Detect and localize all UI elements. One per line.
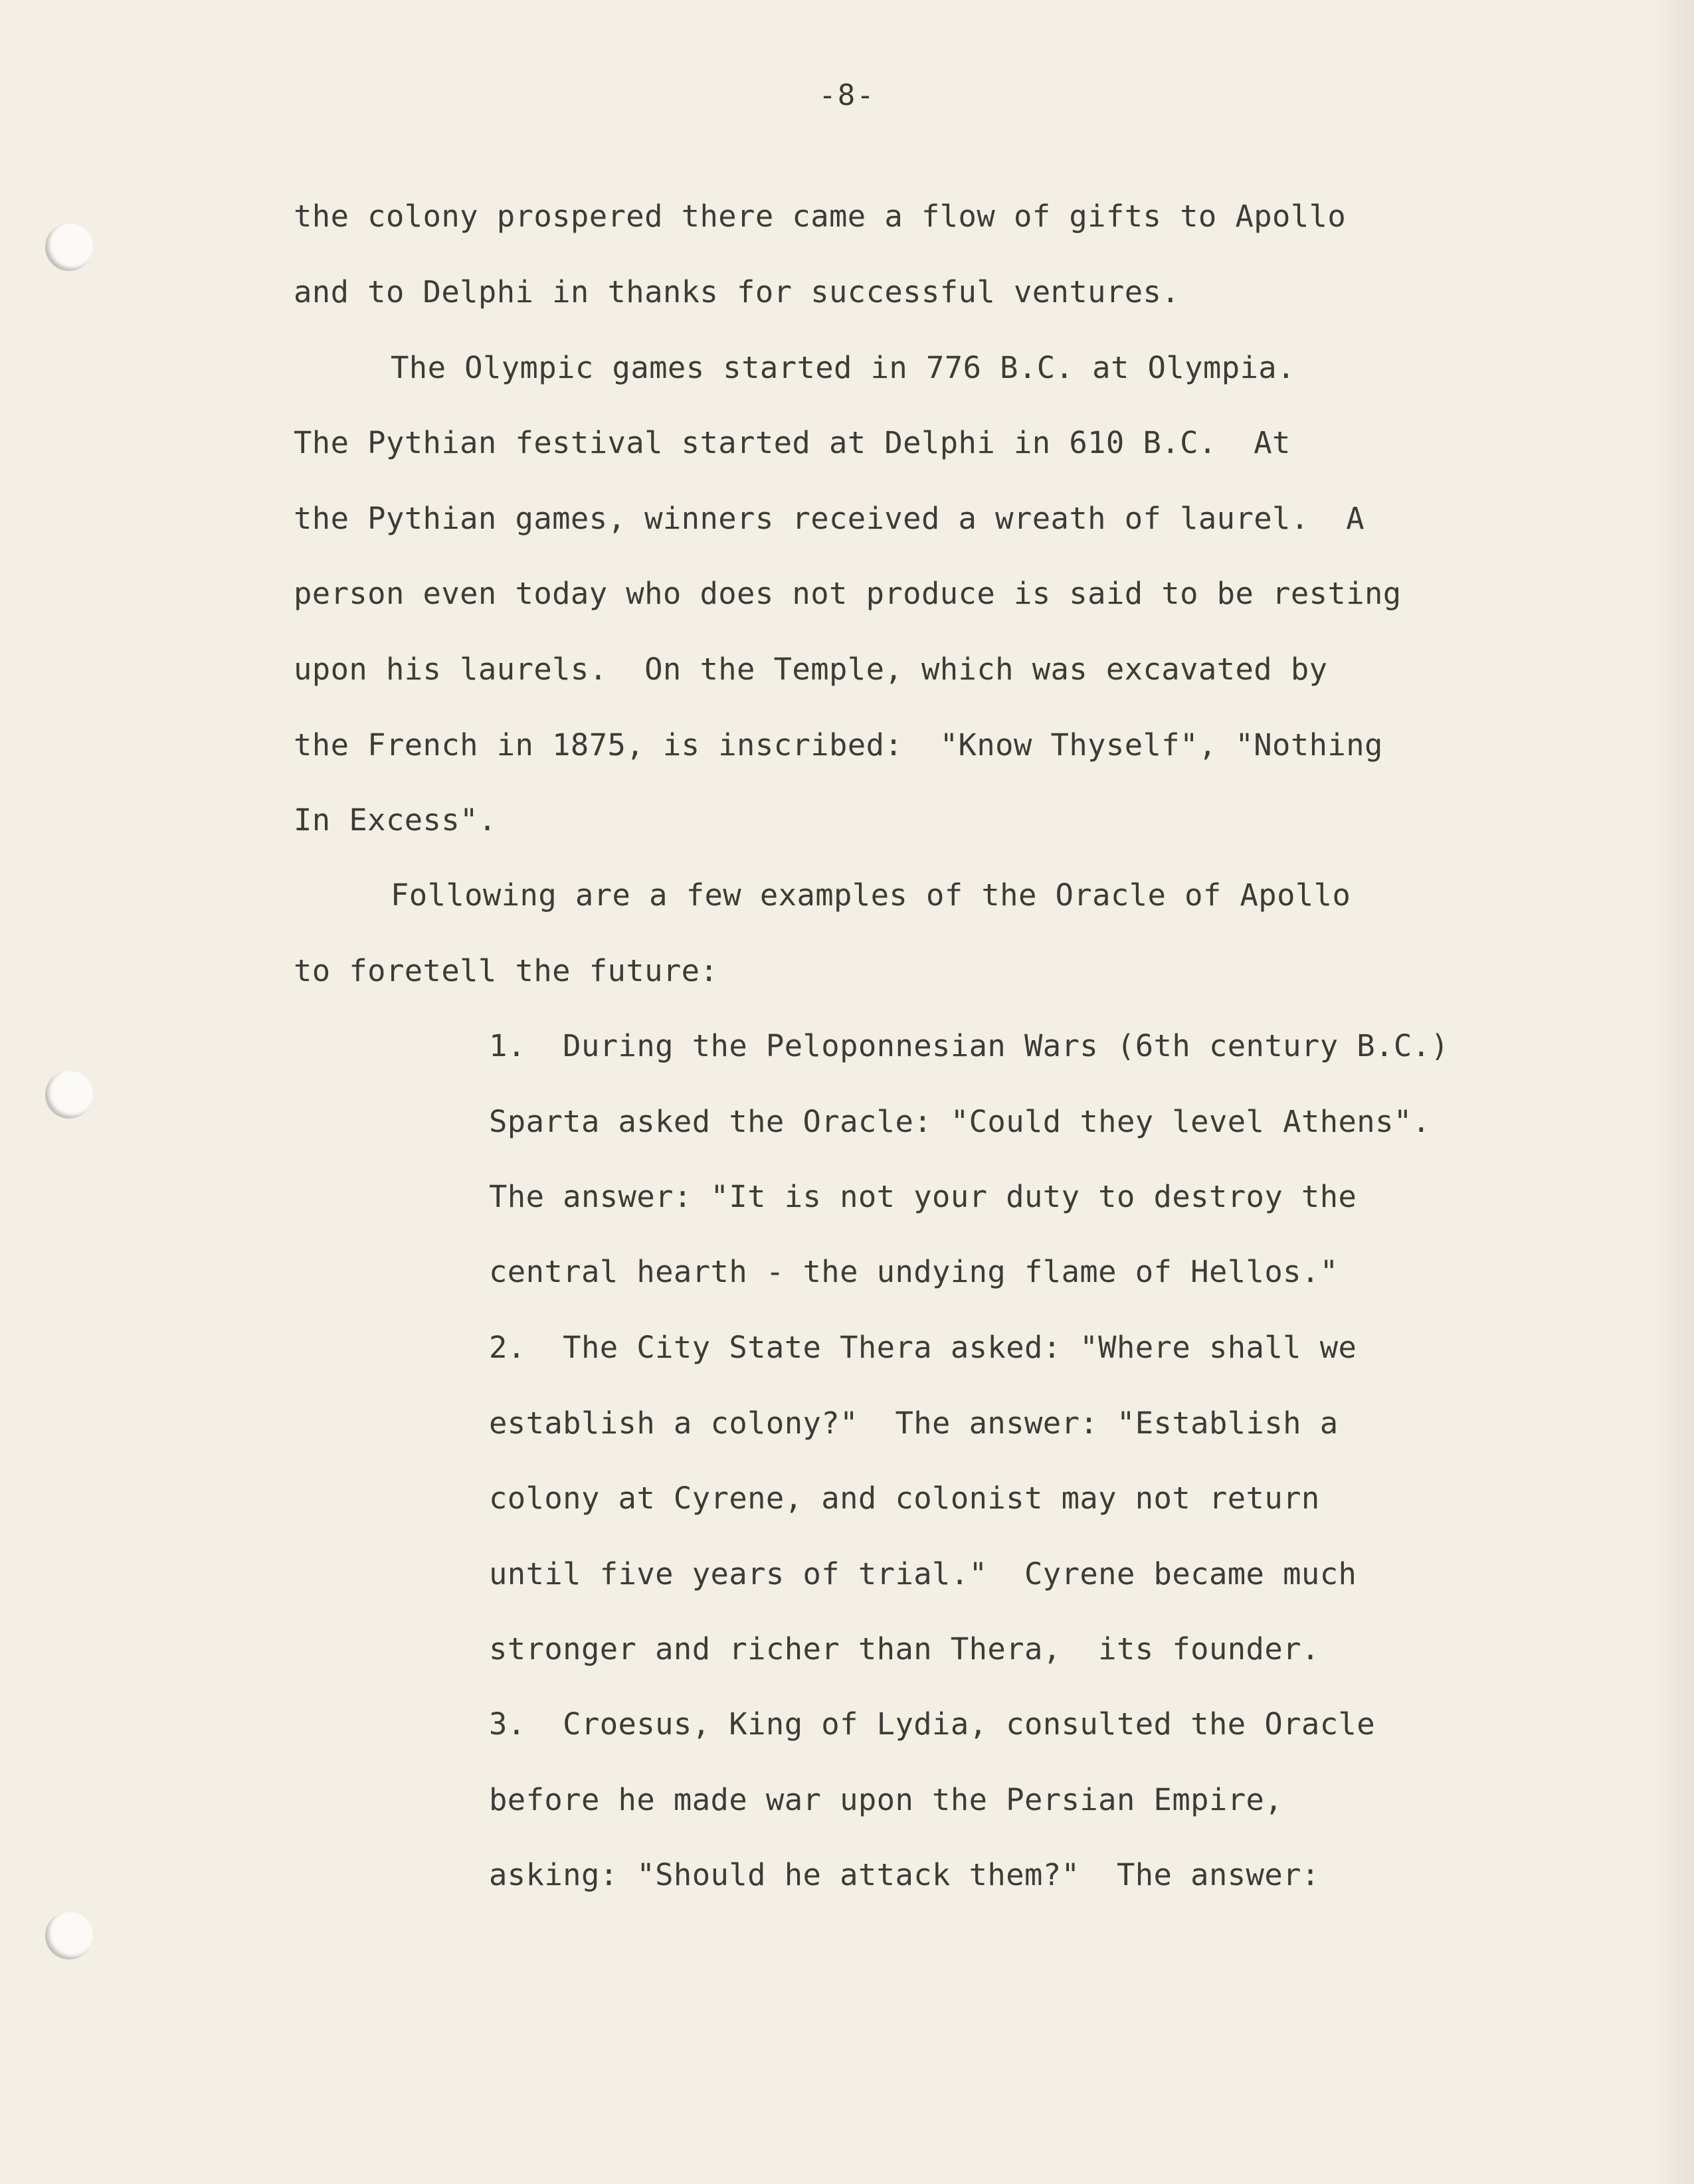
text-line: In Excess". — [294, 802, 497, 838]
list-item-2: 2. The City State Thera asked: "Where shall we — [489, 1330, 1357, 1365]
text-line: and to Delphi in thanks for successful ventures. — [294, 274, 1180, 310]
text-line: until five years of trial." Cyrene became much — [489, 1556, 1357, 1592]
text-line: Sparta asked the Oracle: "Could they level Athens". — [489, 1104, 1431, 1139]
text-line: asking: "Should he attack them?" The answer: — [489, 1857, 1320, 1892]
page-number: -8- — [818, 78, 876, 112]
text-line: The Olympic games started in 776 B.C. at Olympia. — [391, 350, 1295, 385]
text-line: to foretell the future: — [294, 953, 719, 988]
list-item-3: 3. Croesus, King of Lydia, consulted the Oracle — [489, 1706, 1376, 1742]
text-line: person even today who does not produce is said to be resting — [294, 576, 1402, 611]
text-line: central hearth - the undying flame of Hellos." — [489, 1254, 1339, 1289]
text-line: The Pythian festival started at Delphi in 610 B.C. At — [294, 425, 1291, 460]
punch-hole-bottom — [45, 1912, 93, 1959]
text-line: establish a colony?" The answer: "Establish a — [489, 1406, 1339, 1441]
punch-hole-top — [45, 223, 93, 271]
text-line: Following are a few examples of the Oracle of Apollo — [391, 877, 1351, 913]
text-line: stronger and richer than Thera, its founder. — [489, 1631, 1320, 1667]
text-line: the colony prospered there came a flow of gifts to Apollo — [294, 199, 1347, 234]
text-line: upon his laurels. On the Temple, which was excavated by — [294, 652, 1328, 687]
text-line: the French in 1875, is inscribed: "Know Thyself", "Nothing — [294, 727, 1383, 763]
text-line: before he made war upon the Persian Empire, — [489, 1782, 1283, 1817]
text-line: colony at Cyrene, and colonist may not return — [489, 1481, 1320, 1516]
text-line: the Pythian games, winners received a wreath of laurel. A — [294, 501, 1365, 536]
punch-hole-middle — [45, 1071, 93, 1119]
list-item-1: 1. During the Peloponnesian Wars (6th century B.C.) — [489, 1028, 1450, 1063]
page-edge-shadow — [1654, 0, 1694, 2184]
text-line: The answer: "It is not your duty to destroy the — [489, 1179, 1357, 1214]
